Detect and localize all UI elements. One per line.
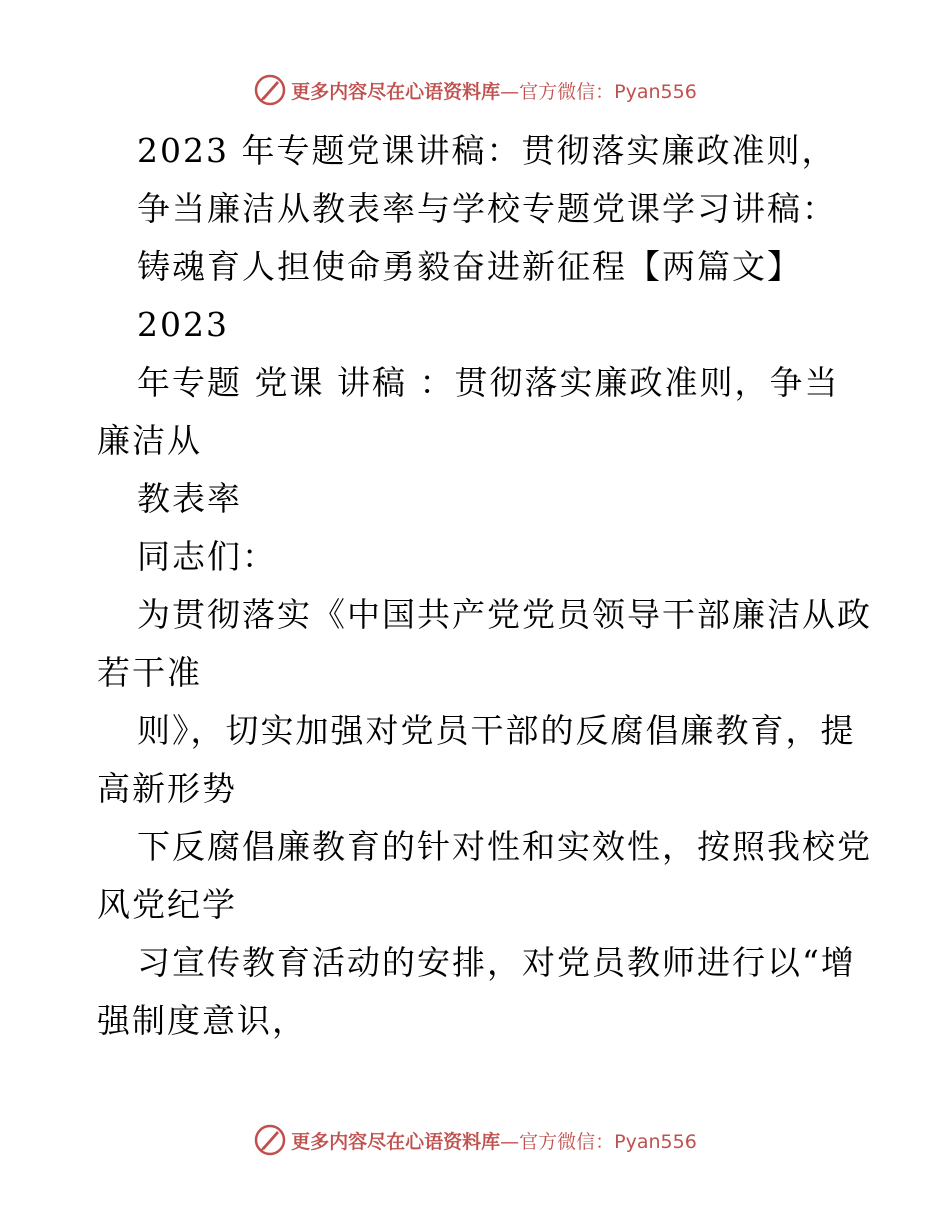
text-line: 风党纪学 [97, 885, 237, 924]
text-line: 为贯彻落实《中国共产党党员领导干部廉洁从政 [137, 595, 872, 634]
text-line: 2023 [137, 305, 229, 344]
watermark-wechat-text: 官方微信：Pyan556 [519, 1130, 697, 1153]
watermark-text [291, 1127, 697, 1154]
text-line: 高新形势 [97, 769, 237, 808]
watermark-separator: — [500, 1130, 520, 1153]
text-line: 争当廉洁从教表率与学校专题党课学习讲稿： [137, 189, 837, 228]
text-line: 年专题 党课 讲稿 ：贯彻落实廉政准则，争当 [137, 363, 840, 402]
text-line: 则》，切实加强对党员干部的反腐倡廉教育，提 [137, 711, 856, 750]
text-line: 2023 年专题党课讲稿：贯彻落实廉政准则， [137, 131, 837, 170]
watermark-main-text: 更多内容尽在心语资料库 [291, 1130, 501, 1153]
watermark-main-text: 更多内容尽在心语资料库 [291, 80, 501, 103]
footer-watermark [0, 1120, 950, 1160]
text-line: 若干准 [97, 653, 202, 692]
text-line: 习宣传教育活动的安排，对党员教师进行以“增 [137, 943, 856, 982]
watermark-separator: — [500, 80, 520, 103]
text-line: 同志们： [137, 537, 277, 576]
document-body [97, 122, 872, 1050]
text-line: 强制度意识， [97, 1001, 307, 1040]
header-watermark [0, 70, 950, 110]
quill-pen-logo-icon [253, 73, 287, 107]
quill-pen-logo-icon [253, 1123, 287, 1157]
text-line: 教表率 [137, 479, 242, 518]
text-line: 廉洁从 [97, 421, 202, 460]
watermark-text [291, 77, 697, 104]
watermark-wechat-text: 官方微信：Pyan556 [519, 80, 697, 103]
text-line: 铸魂育人担使命勇毅奋进新征程【两篇文】 [137, 247, 802, 286]
text-line: 下反腐倡廉教育的针对性和实效性，按照我校党 [137, 827, 872, 866]
